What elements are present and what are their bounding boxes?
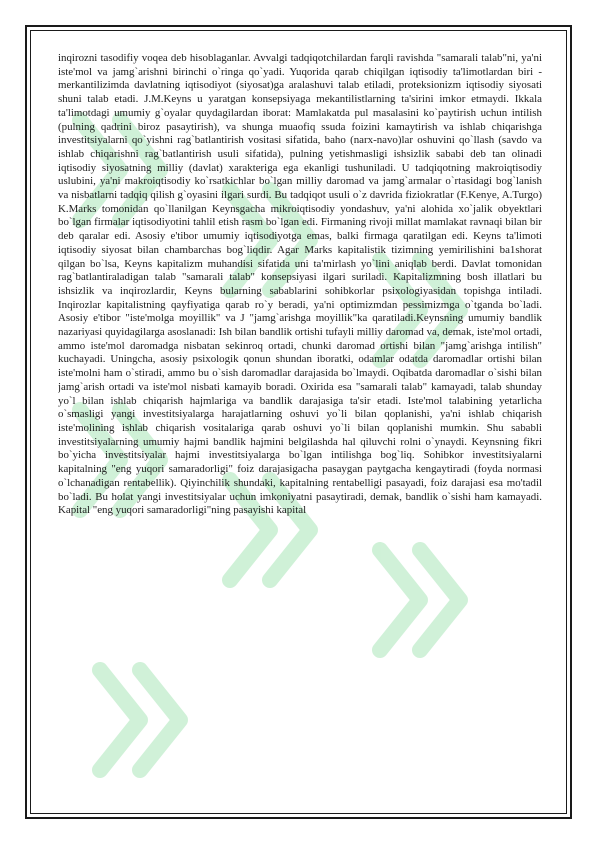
body-paragraph: inqirozni tasodifiy voqea deb hisoblaganlar. Avvalgi tadqiqotchilardan farqli ravishda "samarali talab"ni, ya'ni iste'mol va jamg`arishni birinchi o`ringa qo`yadi. Yuqorida qarab chiqilgan iqtisodiy ta'limotlardan biri - merkantilizimda davlatning iqtisodiyot (siyosat)ga aralashuvi talab etiladi, proteksionizm iqtisodiy siyosati shuni talab etadi. J.M.Keyns u yaratgan konsepsiyaga mekantilistlarning ta'sirini imkor etmaydi. Ikkala ta'limotdagi umumiy g`oyalar quydagilardan iborat: Mamlakatda pul masalasini ko`paytirish uchun intilish (pulning qadrini biroz pasaytirish), va shunga muaofiq ssuda foizini kamaytirish va ishlab chiqarishga investitsiyalarni qo`yishni rag`batlantirish vositasi sifatida, baho (narx-navo)lar oshuvini qo`llash (savdo va ishlab chiqarishni rag`batlantirish usuli sifatida), pulning yetishmasligi ishsizlik sababi deb tan olinadi iqtisodiy siyosatning milliy (davlat) xarakteriga ega ekanligi tushuniladi. U tadqiqotning makroiqtisodiy uslubini, ya'ni makroiqtisodiy ko`rsatkichlar bo`lgan milliy daromad va jamg`armalar o`rtasidagi bog`lanish va nisbatlarni tadqiq qilish g`oyasini ilgari surdi. Bu tadqiqot usuli o`z davrida fiziokratlar (F.Kenye, A.Turgo) K.Marks tomonidan qo`llanilgan Keynsgacha mikroiqtisodiy yondashuv, ya'ni alohida xo`jalik obyektlari bo`lgan firmalar iqtisodiyotini tahlil etish rasm bo`lgan edi. Firmaning rivoji millat mamlakat ravnaqi bilan bir deb qaralar edi. Asosiy e'tibor umumiy iqtisodiyotga emas, balki firmaga qaratilgan edi. Keyns ta'limoti iqtisodiy siyosat bilan chambarchas bog`liqdir. Agar Marks kapitalistik tizimning yemirilishini ba1shorat qilgan bo`lsa, Keyns kapitalizm muhandisi sifatida uni ta'mirlash yo`lini aniqlab berdi. Davlat tomonidan rag`batlantiraladigan talab "samarali talab" konsepsiyasi ilgari suriladi. Kapitalizmning bosh illatlari bu ishsizlik va inqirozlardir, Keyns bularning sabablarini sohibkorlar psixologiyasidan topishga intiladi. Inqirozlar kapitalistning qayfiyatiga qarab ro`y beradi, ya'ni optimizmdan pessimizmga o`tganda bo`ladi. Asosiy e'tibor "iste'molga moyillik" va J "jamg`arishga moyillik"ka qaratiladi.Keynsning umumiy bandlik nazariyasi quyidagilarga asoslanadi: Ish bilan bandlik ortishi tufayli milliy daromad va, demak, iste'mol ortadi, ammo iste'mol daromadga nisbatan sekinroq ortadi, chunki daromad ortishi bilan "jamg`arishga intilish" kuchayadi. Uningcha, asosiy psixologik qonun shundan iboratki, odamlar odatda daromadlar ortishi bilan iste'molni ham o`stiradi, ammo bu o`sish daromadlar darajasida bo`lmaydi. Oqibatda daromadlar o`sishi bilan jamg`arish ortadi va iste'mol nisbati kamayib boradi. Oxirida esa "samarali talab" kamayadi, talab shunday yo`l bilan ishlab chiqarish hajmlariga va bandlik darajasiga ta'sir etadi. Iste'mol talabining yetarlicha o`smasligi yangi investitsiyalarga harajatlarning oshuvi yo`li bilan qoplanishi, ya'ni ishlab chiqarish iste'molining ishlab chiqarish vositalariga qarab oshuvi yo`li bilan qoplanishi mumkin. Shu sababli investitsiyalarning umumiy hajmi bandlik hajmini belgilashda hal qiluvchi rolni o`ynaydi. Keynsning fikri bo`yicha investitsiyalar hajmi investitsiyalarga bo`lgan intilishga bog`liq. Sohibkor investitsiyalarni kapitalning "eng yuqori samaradorligi" foiz darajasigacha pasaygan paytgacha kengaytiradi (foyda normasi o`lchanadigan rentabellik). Qiyinchilik shundaki, kapitalning rentabelligi pasayadi, foiz darajasi esa mo'tadil bo`ladi. Bu holat yangi investitsiyalar uchun imkoniyatni pasaytiradi, demak, bandlik o`sishi ham kamayadi. Kapital "eng yuqori samaradorligi"ning pasayishi kapital: [58, 52, 542, 517]
document-body: [58, 52, 542, 792]
